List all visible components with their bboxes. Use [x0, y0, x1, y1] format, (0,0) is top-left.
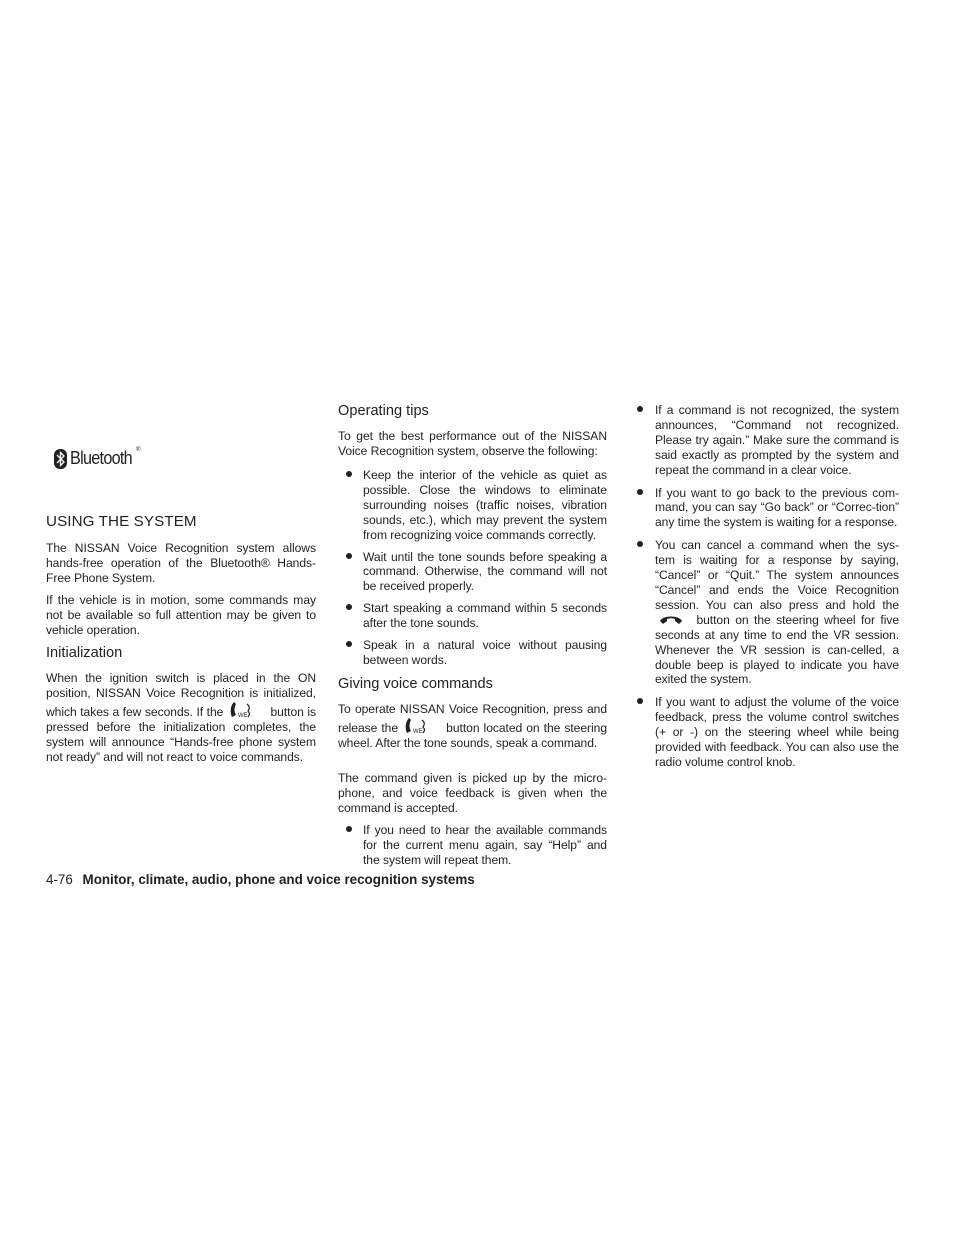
svg-text:WE: WE: [413, 728, 423, 735]
tip-text: Keep the interior of the vehicle as quiet as possible. Close the windows to eliminate surrounding noises (traffic noises, vibration sounds, etc.), which may prevent the system from recognizing voice commands correctly.: [363, 468, 607, 542]
list-item: [338, 638, 607, 668]
paragraph-operate: [338, 702, 607, 751]
paragraph-intro: The NISSAN Voice Recognition system allows hands-free operation of the Bluetooth® Hands-Free Phone System.: [46, 541, 316, 585]
tip-text: [655, 538, 899, 687]
tip-text: Wait until the tone sounds before speaking a command. Otherwise, the command will not be received properly.: [363, 549, 607, 594]
bullet-dot: [346, 471, 352, 477]
registered-mark: ®: [136, 447, 141, 453]
tip-text: If a command is not recognized, the system announces, “Command not recognized. Please try again.” Make sure the command is said exactly as prompted by the system and repeat the command in a clear voice.: [655, 403, 899, 477]
paragraph-tips-intro: To get the best performance out of the NISSAN Voice Recognition system, observe the following:: [338, 429, 607, 458]
subheading-initialization: Initialization: [46, 645, 123, 661]
list-item: [637, 403, 899, 478]
list-item: [637, 695, 899, 770]
list-item: [637, 538, 899, 687]
page-number: 4-76: [46, 872, 73, 887]
operate-text-a: To operate NISSAN Voice Recognition, press and release the: [338, 702, 607, 735]
section-heading: USING THE SYSTEM: [46, 513, 197, 530]
subheading-operating-tips: Operating tips: [338, 403, 429, 419]
bullet-dot: [637, 698, 643, 704]
tip-text: If you want to adjust the volume of the voice feedback, press the volume control switches (+ or -) on the steering wheel while being provided with feedback. You can also use the radio volume control knob.: [655, 695, 899, 769]
bullet-dot: [346, 553, 352, 559]
phone-end-icon: [659, 613, 683, 625]
command-tips-list: [637, 403, 899, 770]
bullet-dot: [637, 489, 643, 495]
paragraph-initialization: [46, 671, 316, 764]
chapter-title: Monitor, climate, audio, phone and voice recognition systems: [82, 872, 475, 887]
bluetooth-icon: [54, 449, 67, 469]
bluetooth-wordmark: Bluetooth: [70, 448, 132, 468]
list-item: [338, 468, 607, 543]
tip-text: Start speaking a command within 5 seconds after the tone sounds.: [363, 601, 607, 631]
bullet-dot: [346, 641, 352, 647]
bullet-dot: [637, 541, 643, 547]
svg-text:WE: WE: [237, 712, 248, 719]
page-footer: [46, 871, 606, 889]
operate-text-b: button located on the steering wheel. After the tone sounds, speak a command.: [338, 720, 608, 750]
bullet-dot: [637, 406, 643, 412]
phone-talk-icon: [404, 717, 434, 735]
bullet-dot: [346, 826, 352, 832]
initialization-text-b: button is pressed before the initialization completes, the system will announce “Hands-free phone system not ready” and will not react to voice commands.: [46, 704, 316, 764]
list-item: [338, 550, 607, 595]
list-item: [338, 823, 607, 868]
paragraph-feedback: The command given is picked up by the micro-phone, and voice feedback is given when the command is accepted.: [338, 771, 607, 815]
help-list: [338, 823, 607, 868]
help-text: If you need to hear the available commands for the current menu again, say “Help” and the system will repeat them.: [363, 823, 607, 867]
paragraph-motion: If the vehicle is in motion, some commands may not be available so full attention may be given to vehicle operation.: [46, 593, 316, 637]
tips-list: [338, 468, 607, 668]
cancel-text-a: You can cancel a command when the sys-tem is waiting for a response by saying, “Cancel” or “Quit.” The system announces “Cancel” and ends the Voice Recognition session. You can also press and hold the: [655, 538, 899, 612]
bullet-dot: [346, 604, 352, 610]
initialization-text-a: When the ignition switch is placed in the ON position, NISSAN Voice Recognition is initialized, which takes a few seconds. If the: [46, 671, 316, 719]
list-item: [637, 486, 899, 531]
cancel-text-b: button on the steering wheel for five seconds at any time to end the VR session. Whenever the VR session is can-celled, a double beep is played to indicate you have exited the system.: [655, 612, 899, 687]
tip-text: Speak in a natural voice without pausing between words.: [363, 638, 607, 667]
subheading-giving-voice-commands: Giving voice commands: [338, 676, 493, 692]
tip-text: If you want to go back to the previous com-mand, you can say “Go back” or “Correc-tion” any time the system is waiting for a response.: [655, 485, 899, 530]
list-item: [338, 601, 607, 631]
phone-talk-icon: [229, 701, 259, 719]
